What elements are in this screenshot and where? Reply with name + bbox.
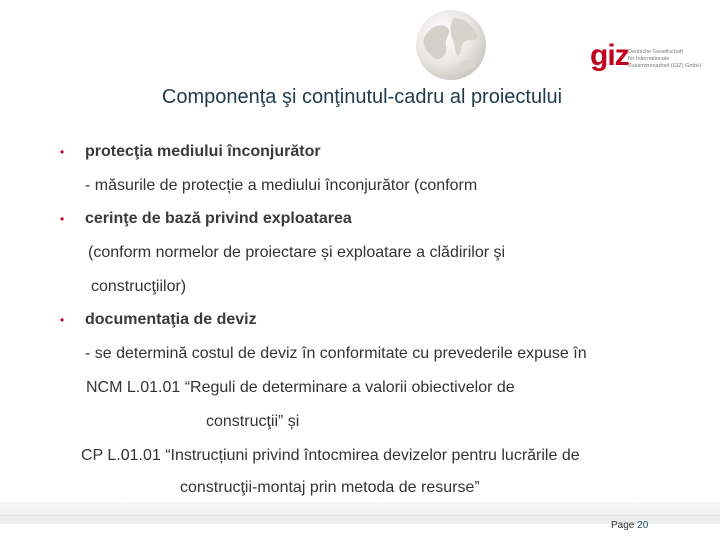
page-number-value: 20: [637, 520, 649, 531]
slide-title: Componenţa şi conţinutul-cadru al proiectului: [161, 86, 563, 108]
giz-logo-word: giz: [590, 39, 629, 72]
page-label: Page: [611, 520, 635, 531]
giz-logo-line: Deutsche Gesellschaft: [628, 49, 684, 55]
section-line: construcţiilor): [91, 278, 187, 295]
section-line: - măsurile de protecție a mediului înconjurător (conform: [85, 177, 478, 194]
section-heading: protecţia mediului înconjurător: [85, 143, 321, 160]
section-heading: documentaţia de deviz: [85, 311, 257, 328]
section-line: construcţii” și: [206, 413, 300, 430]
footer-divider: [0, 515, 720, 516]
giz-logo-line: für Internationale: [628, 56, 670, 62]
globe-icon: [414, 8, 488, 82]
section-line: CP L.01.01 “Instrucțiuni privind întocmirea devizelor pentru lucrările de: [81, 447, 580, 464]
page-number: [611, 520, 648, 531]
bullet-icon: •: [60, 145, 65, 159]
giz-logo: [590, 39, 702, 74]
section-line: (conform normelor de proiectare și exploatare a clădirilor şi: [88, 244, 506, 261]
section-line: - se determină costul de deviz în conformitate cu prevederile expuse în: [85, 345, 587, 362]
giz-logo-line: Zusammenarbeit (GIZ) GmbH: [628, 63, 702, 69]
section-line: construcţii-montaj prin metoda de resurse”: [180, 479, 480, 496]
bullet-icon: •: [60, 313, 65, 327]
section-heading: cerinţe de bază privind exploatarea: [85, 210, 352, 227]
section-line: NCM L.01.01 “Reguli de determinare a valorii obiectivelor de: [86, 379, 515, 396]
bullet-icon: •: [60, 212, 65, 226]
